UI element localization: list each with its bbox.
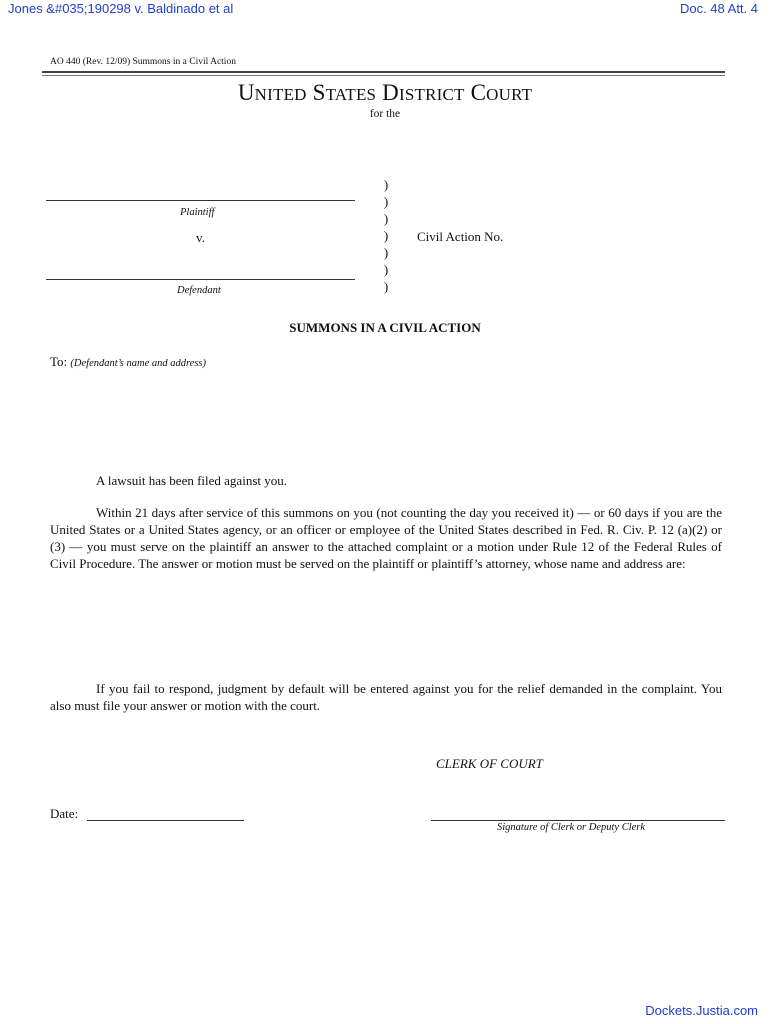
- title-tates: TATES: [325, 85, 377, 104]
- to-hint: (Defendant’s name and address): [70, 358, 207, 369]
- title-istrict: ISTRICT: [398, 85, 465, 104]
- caption-paren: ): [383, 245, 389, 260]
- plaintiff-line: [46, 200, 355, 201]
- caption-paren: ): [383, 194, 389, 209]
- defendant-label: Defendant: [177, 285, 221, 296]
- to-line: [50, 353, 206, 372]
- clerk-of-court-title: CLERK OF COURT: [436, 756, 543, 771]
- justia-watermark-link[interactable]: Dockets.Justia.com: [645, 1003, 758, 1018]
- civil-action-label: Civil Action No.: [417, 229, 504, 244]
- case-title-link[interactable]: Jones &#035;190298 v. Baldinado et al: [8, 1, 234, 16]
- title-nited: NITED: [254, 85, 307, 104]
- to-label: To:: [50, 354, 68, 369]
- versus-text: v.: [196, 230, 205, 245]
- signature-caption: Signature of Clerk or Deputy Clerk: [497, 822, 646, 833]
- signature-line: [431, 820, 725, 821]
- title-u: U: [237, 80, 255, 105]
- court-title: [0, 80, 770, 106]
- default-judgment-paragraph: If you fail to respond, judgment by default will be entered against you for the relief demanded in the complaint. You also must file your answer or motion with the court.: [50, 681, 722, 713]
- response-deadline-paragraph: Within 21 days after service of this summons on you (not counting the day you received it) — or 60 days if you are the United States or a United States agency, or an officer or employee of the United States described in Fed. R. Civ. P. 12 (a)(2) or (3) — you must serve on the plaintiff an answer to the attached complaint or a motion under Rule 12 of the Federal Rules of Civil Procedure. The answer or motion must be served on the plaintiff or plaintiff’s attorney, whose name and address are:: [50, 505, 722, 571]
- title-c: C: [470, 80, 487, 105]
- caption-paren: ): [383, 177, 389, 192]
- lawsuit-paragraph: A lawsuit has been filed against you.: [96, 473, 287, 488]
- date-label: Date:: [50, 806, 79, 821]
- caption-paren: ): [383, 279, 389, 294]
- date-line: [87, 820, 244, 821]
- header-rule-thick: [42, 71, 725, 73]
- docket-number-link[interactable]: Doc. 48 Att. 4: [679, 1, 758, 16]
- caption-paren: ): [383, 262, 389, 277]
- summons-heading: SUMMONS IN A CIVIL ACTION: [289, 320, 481, 335]
- title-ourt: OURT: [486, 85, 533, 104]
- form-identifier: AO 440 (Rev. 12/09) Summons in a Civil Action: [50, 57, 236, 67]
- for-the-text: for the: [369, 108, 401, 120]
- header-rule-thin: [42, 75, 725, 76]
- defendant-line: [46, 279, 355, 280]
- caption-paren: ): [383, 211, 389, 226]
- title-s: S: [312, 80, 326, 105]
- caption-paren: ): [383, 228, 389, 243]
- plaintiff-label: Plaintiff: [180, 207, 215, 218]
- title-d: D: [382, 80, 399, 105]
